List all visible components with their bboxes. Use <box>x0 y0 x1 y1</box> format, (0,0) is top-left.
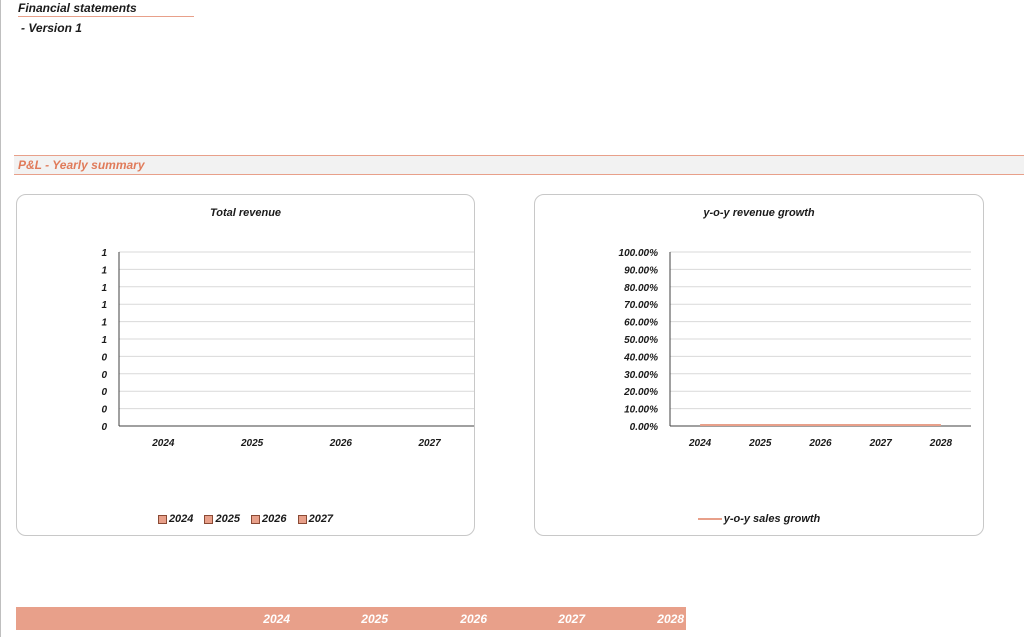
y-tick-label: 0 <box>101 387 107 399</box>
x-tick-label: 2026 <box>809 438 832 449</box>
legend-label: 2026 <box>262 513 287 525</box>
total-revenue-chart <box>17 235 474 515</box>
y-tick-label: 0.00% <box>629 422 658 433</box>
y-tick-label: 40.00% <box>624 352 658 364</box>
legend-item <box>204 513 239 525</box>
y-tick-label: 80.00% <box>624 282 658 294</box>
y-tick-label: 1 <box>101 317 107 329</box>
y-tick-label: 1 <box>101 282 107 294</box>
section-title: P&L - Yearly summary <box>18 158 145 172</box>
legend-label: 2025 <box>215 513 240 525</box>
legend-label: 2024 <box>168 513 194 525</box>
revenue-growth-chart <box>535 235 983 515</box>
x-tick-label: 2027 <box>418 438 441 449</box>
y-tick-label: 1 <box>101 335 107 346</box>
x-tick-label: 2024 <box>688 438 712 449</box>
year-header-band <box>16 607 686 630</box>
y-tick-label: 1 <box>101 300 107 312</box>
total-revenue-chart-card[interactable] <box>16 194 475 536</box>
x-tick-label: 2028 <box>929 438 953 449</box>
legend-swatch <box>158 515 167 524</box>
y-tick-label: 50.00% <box>624 335 658 346</box>
year-header-cell: 2024 <box>263 612 290 626</box>
y-tick-label: 0 <box>101 352 107 364</box>
chart-title: Total revenue <box>209 207 282 219</box>
y-tick-label: 60.00% <box>624 317 658 329</box>
x-tick-label: 2026 <box>329 438 352 449</box>
x-tick-label: 2024 <box>152 438 175 449</box>
year-header-cell: 2027 <box>558 612 585 626</box>
y-tick-label: 100.00% <box>618 248 658 259</box>
document-title: Financial statements <box>18 1 194 17</box>
year-header-cell: 2026 <box>460 612 487 626</box>
chart-legend <box>535 513 983 525</box>
y-tick-label: 20.00% <box>624 387 658 399</box>
legend-swatch <box>204 515 213 524</box>
sheet-left-border <box>0 0 1 637</box>
y-tick-label: 1 <box>101 248 107 259</box>
legend-swatch <box>251 515 260 524</box>
legend-swatch <box>298 515 307 524</box>
y-tick-label: 10.00% <box>624 404 658 416</box>
section-header <box>14 155 1024 175</box>
legend-item <box>251 513 286 525</box>
x-tick-label: 2025 <box>241 438 264 449</box>
x-tick-label: 2027 <box>869 438 892 449</box>
y-tick-label: 0 <box>101 404 107 416</box>
year-header-cell: 2028 <box>657 612 684 626</box>
legend-label: 2027 <box>308 513 334 525</box>
chart-legend <box>17 513 474 525</box>
x-tick-label: 2025 <box>749 438 772 449</box>
y-tick-label: 90.00% <box>624 265 658 277</box>
year-header-cell: 2025 <box>361 612 388 626</box>
y-tick-label: 0 <box>101 369 107 381</box>
y-tick-label: 1 <box>101 265 107 277</box>
revenue-growth-chart-card[interactable] <box>534 194 984 536</box>
y-tick-label: 70.00% <box>624 300 658 312</box>
legend-label: y-o-y sales growth <box>723 513 821 525</box>
legend-line-swatch <box>698 518 722 520</box>
y-tick-label: 0 <box>101 422 107 433</box>
legend-item <box>698 513 821 525</box>
legend-item <box>158 513 193 525</box>
y-tick-label: 30.00% <box>624 369 658 381</box>
document-version: - Version 1 <box>21 21 82 35</box>
legend-item <box>298 513 333 525</box>
chart-title: y-o-y revenue growth <box>703 207 815 219</box>
